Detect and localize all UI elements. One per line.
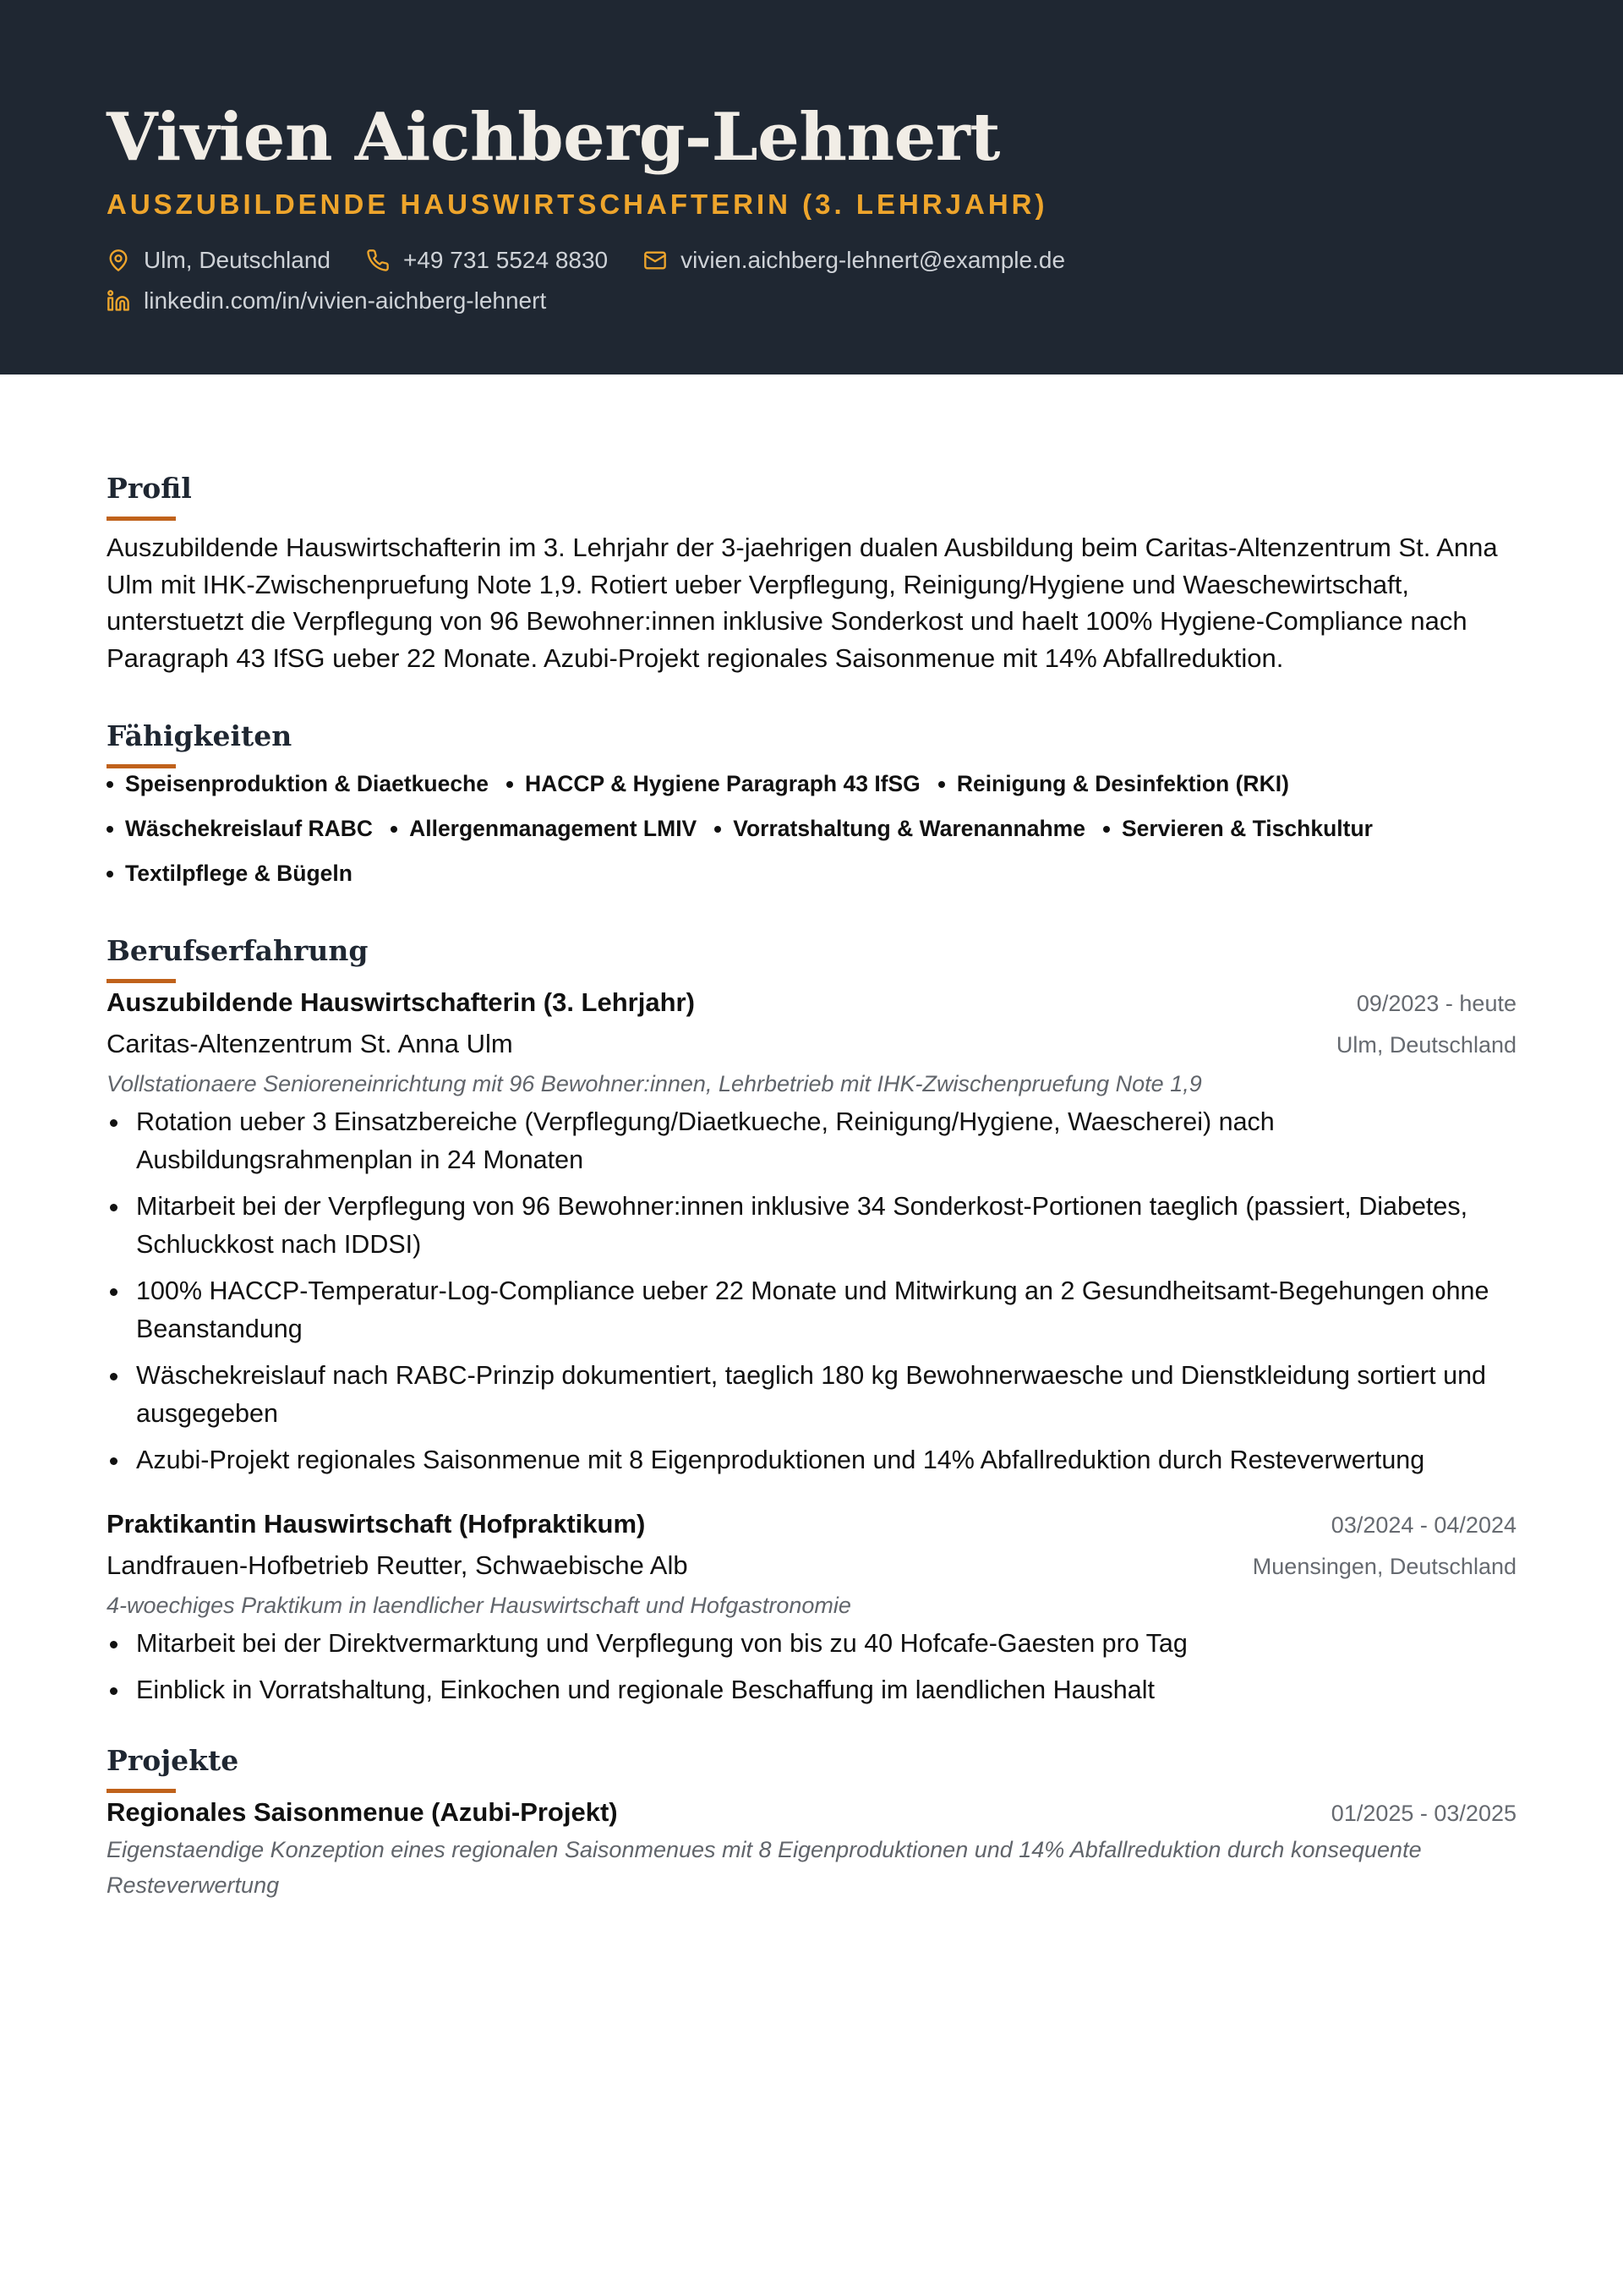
- bullet-dot: [110, 1204, 117, 1211]
- skill-label: Wäschekreislauf RABC: [125, 816, 374, 841]
- skills-section: [107, 719, 1516, 896]
- section-title: Projekte: [107, 1744, 239, 1777]
- job-dates: 03/2024 - 04/2024: [1331, 1512, 1516, 1538]
- contact-phone[interactable]: [366, 240, 608, 281]
- job-company-row: [107, 1022, 1516, 1066]
- job-location: Ulm, Deutschland: [1336, 1032, 1516, 1058]
- contact-location: [107, 240, 331, 281]
- list-item: [107, 1671, 1516, 1709]
- contact-email[interactable]: [643, 240, 1065, 281]
- job-dates: 09/2023 - heute: [1356, 991, 1516, 1016]
- profile-section: [107, 471, 1516, 676]
- bullet-text: Rotation ueber 3 Einsatzbereiche (Verpflegung/Diaetkueche, Reinigung/Hygiene, Waescherei) nach Ausbildungsrahmenplan in 24 Monaten: [136, 1107, 1275, 1174]
- list-item: [107, 1272, 1516, 1348]
- job-header: [107, 1505, 1516, 1544]
- skill-item: [714, 806, 1085, 851]
- bullet-dot: [506, 781, 513, 788]
- candidate-name: Vivien Aichberg-Lehnert: [107, 99, 1000, 176]
- list-item: [107, 1188, 1516, 1264]
- bullet-text: Azubi-Projekt regionales Saisonmenue mit 8 Eigenproduktionen und 14% Abfallreduktion durch Resteverwertung: [136, 1446, 1425, 1474]
- skill-item: [107, 806, 373, 851]
- skill-label: Allergenmanagement LMIV: [409, 816, 697, 841]
- email-text: vivien.aichberg-lehnert@example.de: [680, 247, 1066, 273]
- section-divider: [107, 517, 176, 521]
- bullet-text: 100% HACCP-Temperatur-Log-Compliance ueber 22 Monate und Mitwirkung an 2 Gesundheitsamt-Begehungen ohne Beanstandung: [136, 1276, 1489, 1343]
- phone-icon: [366, 249, 390, 272]
- linkedin-icon: [107, 289, 130, 313]
- profile-text: Auszubildende Hauswirtschafterin im 3. Lehrjahr der 3-jaehrigen dualen Ausbildung beim Caritas-Altenzentrum St. Anna Ulm mit IHK-Zwischenpruefung Note 1,9. Rotiert ueber Verpflegung, Reinigung/Hygiene und Waeschewirtschaft, unterstuetzt die Verpflegung von 96 Bewohner:innen inklusive Sonderkost und haelt 100% Hygiene-Compliance nach Paragraph 43 IfSG ueber 22 Monate. Azubi-Projekt regionales Saisonmenue mit 14% Abfallreduktion.: [107, 533, 1498, 673]
- resume-body: [0, 374, 1623, 1903]
- bullet-dot: [110, 1641, 117, 1648]
- skill-label: Reinigung & Desinfektion (RKI): [956, 771, 1289, 796]
- list-item: [107, 1357, 1516, 1433]
- company-name: Caritas-Altenzentrum St. Anna Ulm: [107, 1029, 513, 1058]
- bullet-text: Einblick in Vorratshaltung, Einkochen und regionale Beschaffung im laendlichen Haushalt: [136, 1676, 1155, 1704]
- project-dates: 01/2025 - 03/2025: [1331, 1801, 1516, 1826]
- job-bullets: [107, 1103, 1516, 1479]
- project-description: Eigenstaendige Konzeption eines regionalen Saisonmenues mit 8 Eigenproduktionen und 14% Abfallreduktion durch konsequente Resteverwertung: [107, 1837, 1422, 1898]
- section-title: Berufserfahrung: [107, 934, 369, 967]
- skill-label: Speisenproduktion & Diaetkueche: [125, 771, 489, 796]
- list-item: [107, 1625, 1516, 1663]
- bullet-dot: [107, 826, 113, 833]
- job-description: Vollstationaere Senioreneinrichtung mit 96 Bewohner:innen, Lehrbetrieb mit IHK-Zwischenpruefung Note 1,9: [107, 1071, 1202, 1096]
- job-entry: [107, 1505, 1516, 1709]
- job-title: Praktikantin Hauswirtschaft (Hofpraktikum): [107, 1509, 646, 1539]
- skill-item: [506, 762, 921, 806]
- contact-linkedin[interactable]: [107, 281, 546, 321]
- job-title: Auszubildende Hauswirtschafterin (3. Lehrjahr): [107, 987, 695, 1017]
- bullet-dot: [714, 826, 721, 833]
- skill-item: [391, 806, 697, 851]
- skill-label: Servieren & Tischkultur: [1121, 816, 1373, 841]
- bullet-dot: [110, 1687, 117, 1695]
- skills-list: [107, 762, 1527, 896]
- contact-list: [107, 240, 1205, 321]
- skill-label: Textilpflege & Bügeln: [125, 861, 352, 886]
- experience-section: [107, 933, 1516, 1709]
- job-entry: [107, 983, 1516, 1479]
- bullet-dot: [110, 1288, 117, 1296]
- skill-label: Vorratshaltung & Warenannahme: [733, 816, 1085, 841]
- skill-item: [107, 762, 489, 806]
- phone-text: +49 731 5524 8830: [402, 247, 609, 273]
- skill-label: HACCP & Hygiene Paragraph 43 IfSG: [524, 771, 921, 796]
- location-text: Ulm, Deutschland: [144, 247, 331, 273]
- bullet-dot: [938, 781, 945, 788]
- list-item: [107, 1441, 1516, 1479]
- bullet-dot: [1103, 826, 1110, 833]
- skill-item: [938, 762, 1289, 806]
- bullet-text: Mitarbeit bei der Verpflegung von 96 Bewohner:innen inklusive 34 Sonderkost-Portionen taeglich (passiert, Diabetes, Schluckkost nach IDDSI): [136, 1192, 1468, 1259]
- bullet-dot: [110, 1373, 117, 1380]
- bullet-text: Mitarbeit bei der Direktvermarktung und Verpflegung von bis zu 40 Hofcafe-Gaesten pro Tag: [136, 1629, 1188, 1658]
- linkedin-text: linkedin.com/in/vivien-aichberg-lehnert: [144, 287, 547, 314]
- mail-icon: [643, 249, 667, 272]
- job-location: Muensingen, Deutschland: [1252, 1554, 1516, 1579]
- skill-item: [107, 851, 352, 896]
- job-company-row: [107, 1544, 1516, 1588]
- job-description: 4-woechiges Praktikum in laendlicher Hauswirtschaft und Hofgastronomie: [107, 1593, 851, 1618]
- map-pin-icon: [107, 249, 130, 272]
- section-title: Profil: [107, 472, 192, 505]
- bullet-dot: [391, 826, 397, 833]
- section-title: Fähigkeiten: [107, 719, 292, 752]
- project-header: [107, 1793, 1516, 1832]
- bullet-dot: [110, 1119, 117, 1127]
- projects-section: [107, 1743, 1516, 1903]
- skill-item: [1103, 806, 1373, 851]
- list-item: [107, 1103, 1516, 1179]
- resume-header: [0, 0, 1623, 374]
- job-header: [107, 983, 1516, 1022]
- project-title: Regionales Saisonmenue (Azubi-Projekt): [107, 1797, 618, 1827]
- job-subtitle: AUSZUBILDENDE HAUSWIRTSCHAFTERIN (3. LEHRJAHR): [107, 189, 1048, 220]
- job-bullets: [107, 1625, 1516, 1709]
- bullet-dot: [107, 871, 113, 877]
- bullet-dot: [107, 781, 113, 788]
- bullet-dot: [110, 1457, 117, 1465]
- company-name: Landfrauen-Hofbetrieb Reutter, Schwaebische Alb: [107, 1550, 688, 1580]
- bullet-text: Wäschekreislauf nach RABC-Prinzip dokumentiert, taeglich 180 kg Bewohnerwaesche und Dienstkleidung sortiert und ausgegeben: [136, 1361, 1487, 1428]
- project-entry: [107, 1793, 1516, 1903]
